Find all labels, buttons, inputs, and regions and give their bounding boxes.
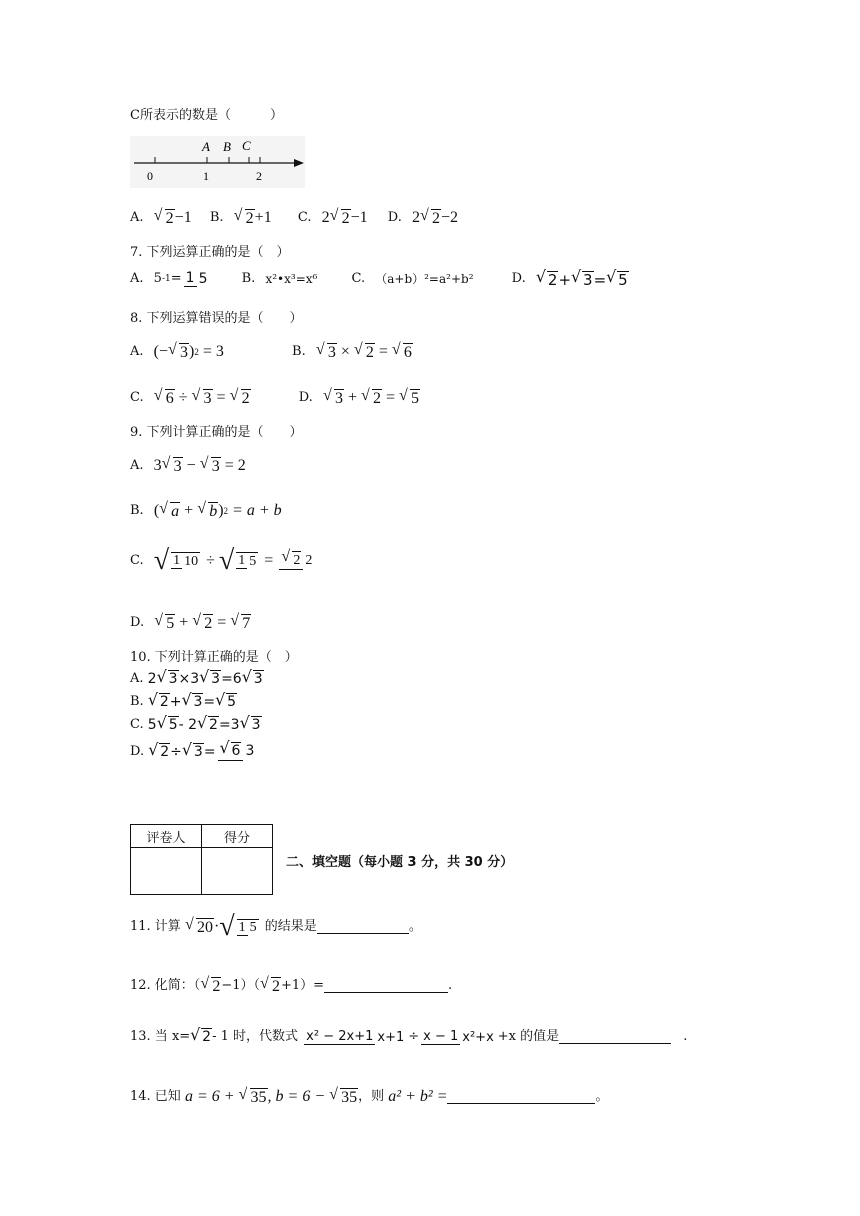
q14: 14. 已知 a = 6 + √ 35, b = 6 − √ 35，则 a² + b² = 。 — [130, 1088, 609, 1107]
q8-option-a: (−√ 3)2 = 3 — [154, 343, 224, 361]
q13: 13. 当 x=√ 2- 1 时，代数式 x² − 2x+1 x+1 ÷ x − 1 x²+x +x 的值是 . — [130, 1028, 687, 1047]
score-cell[interactable] — [202, 848, 273, 895]
point-c-label: C — [242, 138, 251, 153]
q10-option-c: C. 5√ 5- 2√ 2=3√ 3 — [130, 716, 262, 735]
q8-option-b: √ 3 × √ 2 = √ 6 — [316, 343, 413, 361]
q9-option-a: A. 3√ 3 − √ 3 = 2 — [130, 457, 246, 476]
q7-option-d-label: D. — [511, 271, 526, 287]
q7-option-b: x²•x³=x⁶ — [265, 272, 318, 287]
q8-stem: 8. 下列运算错误的是（ ） — [130, 311, 303, 326]
q7-option-c: （a+b）²=a²+b² — [375, 272, 474, 287]
q6-option-b-label: B. — [209, 210, 224, 226]
q6-option-b: √ 2+1 — [234, 209, 272, 227]
grader-cell[interactable] — [131, 848, 202, 895]
q8-option-b-label: B. — [292, 344, 306, 360]
q11-answer-blank[interactable] — [317, 920, 409, 934]
q9-stem: 9. 下列计算正确的是（ ） — [130, 425, 303, 440]
q12: 12. 化简：（√ 2−1）（√ 2+1）= . — [130, 977, 452, 996]
q8-row2 — [130, 389, 420, 408]
q8-row1 — [130, 343, 413, 362]
number-line-figure — [130, 136, 305, 188]
score-header: 得分 — [202, 825, 273, 848]
q8-option-d: √ 3 + √ 2 = √ 5 — [323, 389, 420, 407]
q7-option-c-label: C. — [351, 271, 366, 287]
q6-options — [130, 209, 458, 228]
q8-option-d-label: D. — [298, 390, 313, 406]
score-table — [130, 824, 273, 895]
grader-header: 评卷人 — [131, 825, 202, 848]
q9-option-b: B. (√ a + √ b)2 = a + b — [130, 502, 282, 521]
q9-option-d: D. √ 5 + √ 2 = √ 7 — [130, 614, 251, 633]
q7-option-d: √ 2+√ 3=√ 5 — [536, 270, 629, 289]
q6-option-c-label: C. — [297, 210, 312, 226]
q6-option-d-label: D. — [387, 210, 402, 226]
q11: 11. 计算 √ 20·√ 1 5 的结果是 。 — [130, 918, 422, 937]
q6-option-a-label: A. — [130, 210, 144, 226]
q13-answer-blank[interactable] — [559, 1030, 671, 1044]
q9-option-c: C. √ 1 10 ÷ √ 1 5 = √ 2 2 — [130, 551, 316, 570]
point-a-label: A — [202, 139, 210, 154]
q6-option-c: 2√ 2−1 — [322, 209, 368, 227]
tick-2-label: 2 — [256, 169, 262, 183]
q7-option-a-label: A. — [130, 271, 144, 287]
q10-option-a: A. 2√ 3×3√ 3=6√ 3 — [130, 670, 264, 689]
point-b-label: B — [223, 139, 231, 154]
q7-options — [130, 270, 629, 289]
q6-option-a: √ 2−1 — [154, 209, 192, 227]
q7-stem: 7. 下列运算正确的是（ ） — [130, 245, 290, 260]
q7-option-b-label: B. — [241, 271, 256, 287]
q14-answer-blank[interactable] — [447, 1090, 595, 1104]
q12-answer-blank[interactable] — [324, 979, 448, 993]
q8-option-a-label: A. — [130, 344, 144, 360]
q8-option-c: √ 6 ÷ √ 3 = √ 2 — [154, 389, 251, 407]
q10-stem: 10. 下列计算正确的是（ ） — [130, 650, 298, 665]
q6-option-d: 2√ 2−2 — [412, 209, 458, 227]
q10-option-b: B. √ 2+√ 3=√ 5 — [130, 693, 237, 712]
q8-option-c-label: C. — [130, 390, 144, 406]
tick-0-label: 0 — [147, 169, 153, 183]
q6-stem: C所表示的数是（ ） — [130, 108, 283, 123]
section-2-title: 二、填空题（每小题 3 分，共 30 分） — [286, 855, 514, 870]
q7-option-a: 5-1= 1 5 — [153, 270, 208, 287]
tick-1-label: 1 — [203, 169, 209, 183]
q10-option-d: D. √ 2÷√ 3=√ 6 3 — [130, 742, 258, 761]
